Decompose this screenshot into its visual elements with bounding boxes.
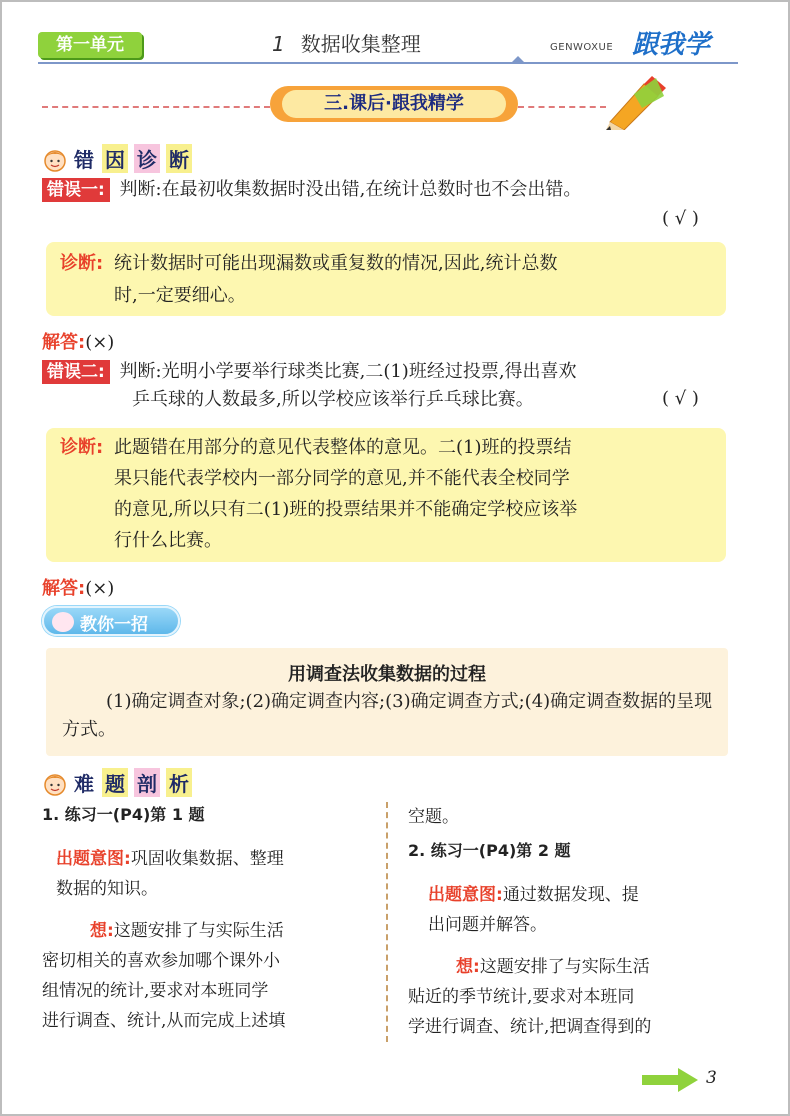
page-number: 3 [706,1068,717,1088]
analysis-char-3: 剖 [134,768,160,797]
right-think [408,952,738,1042]
diagnosis-2-text [114,432,716,556]
section-banner [270,86,518,122]
right-think-line-2: 贴近的季节统计,要求对本班同 [408,987,635,1007]
left-think-line-2: 密切相关的喜欢参加哪个课外小 [42,951,280,971]
header-divider [38,62,738,64]
left-intent-label: 出题意图: [56,849,131,869]
error-2-line-2: 乒乓球的人数最多,所以学校应该举行乒乓球比赛。 [132,389,534,410]
pencil-icon [604,74,668,130]
left-think-line-3: 组情况的统计,要求对本班同学 [42,981,269,1001]
arrow-right-icon [642,1068,698,1092]
diagnosis-1-label: 诊断: [60,253,104,274]
answer-2 [42,574,114,600]
analysis-char-1: 难 [74,772,94,796]
analysis-char-4: 析 [166,768,192,797]
error-2-label: 错误二: [42,360,110,384]
right-intent-label: 出题意图: [428,885,503,905]
diagnosis-2-line-1: 此题错在用部分的意见代表整体的意见。二(1)班的投票结 [114,437,572,458]
tip-pill-text: 教你一招 [80,615,148,635]
error-1-label: 错误一: [42,178,110,202]
left-think [42,916,372,1036]
right-intent-line-2: 出问题并解答。 [428,915,547,935]
left-think-line-1: 这题安排了与实际生活 [113,921,284,941]
diagnosis-2-line-4: 行什么比赛。 [114,530,222,551]
error-1-mark: ( √ ) [662,208,699,229]
left-problem-title: 1. 练习一(P4)第 1 题 [42,805,205,824]
diagnosis-1-text [114,248,716,312]
left-intent [42,844,372,904]
left-intent-line-1: 巩固收集数据、整理 [130,849,284,869]
right-intent-line-1: 通过数据发现、提 [502,885,639,905]
diagnosis-2-line-3: 的意见,所以只有二(1)班的投票结果并不能确定学校应该举 [114,499,578,520]
error-2-mark: ( √ ) [662,388,699,409]
right-intent [408,880,738,940]
lesson-title-text: 数据收集整理 [300,32,421,56]
lesson-title [272,28,421,57]
tip-title: 用调查法收集数据的过程 [288,664,486,685]
analysis-right-column [408,802,738,1042]
right-think-line-1: 这题安排了与实际生活 [479,957,650,977]
diagnosis-2-label: 诊断: [60,437,104,458]
heading-char-2: 因 [102,144,128,173]
error-1 [42,176,581,204]
right-problem-title: 2. 练习一(P4)第 2 题 [408,841,571,860]
heading-char-3: 诊 [134,144,160,173]
answer-1 [42,328,114,354]
right-continued-text: 空题。 [408,807,459,827]
tip-body: (1)确定调查对象;(2)确定调查内容;(3)确定调查方式;(4)确定调查数据的呈现方式。 [62,691,713,740]
analysis-char-2: 题 [102,768,128,797]
diagnosis-box-1 [46,242,726,316]
right-think-label: 想: [456,957,480,977]
brand-logo: 跟我学 [632,30,711,60]
answer-2-value: (×) [85,578,115,599]
error-2 [42,358,738,414]
diagnosis-1-line-1: 统计数据时可能出现漏数或重复数的情况,因此,统计总数 [114,253,558,274]
tip-pill [42,606,180,636]
analysis-left-column [42,800,372,1036]
kid-face-icon [42,146,68,172]
error-diagnosis-heading [42,144,198,173]
answer-1-value: (×) [85,332,115,353]
unit-badge: 第一单元 [38,32,142,58]
diagnosis-box-2 [46,428,726,562]
analysis-heading [42,768,198,797]
banner-dash-right [518,106,606,108]
error-1-text: 判断:在最初收集数据时没出错,在统计总数时也不会出错。 [119,179,582,200]
banner-dash-left [42,106,270,108]
heading-char-4: 断 [166,144,192,173]
tip-box [46,648,728,756]
brand-latin: GENWOXUE [550,42,614,53]
kid-face-icon [42,770,68,796]
answer-2-label: 解答: [42,578,86,599]
diagnosis-1-line-2: 时,一定要细心。 [114,285,246,306]
heading-char-1: 错 [74,148,94,172]
left-think-label: 想: [90,921,114,941]
left-intent-line-2: 数据的知识。 [56,879,158,899]
diagnosis-2-line-2: 果只能代表学校内一部分同学的意见,并不能代表全校同学 [114,468,570,489]
header-tick [510,56,526,64]
left-think-line-4: 进行调查、统计,从而完成上述填 [42,1011,286,1031]
lesson-number: 1 [272,32,285,56]
section-banner-title: 三.课后·跟我精学 [282,90,506,118]
smiley-icon [52,612,74,632]
right-think-line-3: 学进行调查、统计,把调查得到的 [408,1017,652,1037]
answer-1-label: 解答: [42,332,86,353]
error-2-line-1: 判断:光明小学要举行球类比赛,二(1)班经过投票,得出喜欢 [119,361,577,382]
column-divider [386,802,388,1042]
